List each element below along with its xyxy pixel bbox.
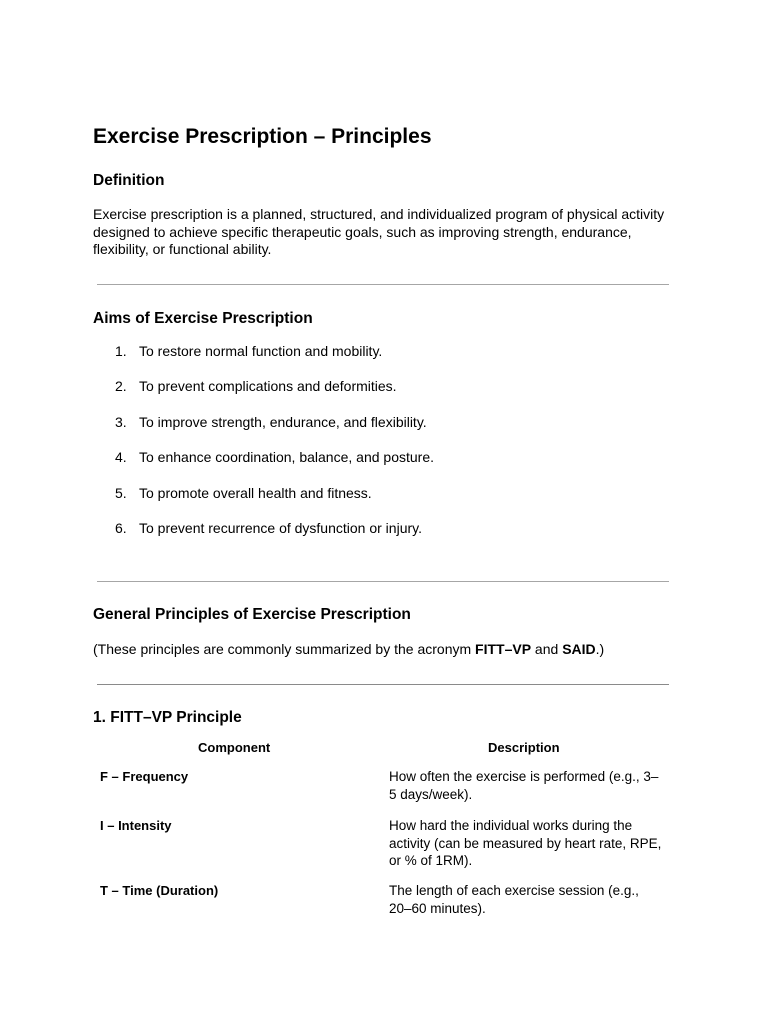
- divider: [97, 581, 669, 582]
- table-cell-component: T – Time (Duration): [100, 883, 219, 898]
- list-item-number: 5.: [115, 484, 127, 501]
- list-item-text: To prevent recurrence of dysfunction or injury.: [139, 519, 422, 536]
- acronym-said: SAID: [562, 641, 596, 657]
- table-cell-description: The length of each exercise session (e.g., 20–60 minutes).: [389, 883, 639, 916]
- fitt-vp-heading: 1. FITT–VP Principle: [93, 709, 242, 726]
- divider: [97, 684, 669, 685]
- note-suffix: .): [595, 641, 605, 657]
- general-principles-note: [93, 641, 604, 659]
- general-principles-heading: General Principles of Exercise Prescription: [93, 606, 411, 623]
- table-row: [93, 768, 673, 817]
- list-item-text: To improve strength, endurance, and flexibility.: [139, 413, 427, 430]
- table-cell-component: I – Intensity: [100, 818, 172, 833]
- list-item-text: To promote overall health and fitness.: [139, 484, 372, 501]
- column-header-component: Component: [198, 740, 271, 755]
- fitt-vp-table: [93, 738, 673, 922]
- column-header-description: Description: [488, 740, 560, 755]
- list-item-number: 6.: [115, 519, 127, 536]
- note-prefix: (These principles are commonly summarized by the acronym: [93, 641, 476, 657]
- table-row: [93, 817, 673, 882]
- list-item-text: To prevent complications and deformities.: [139, 378, 397, 395]
- definition-heading: Definition: [93, 172, 165, 189]
- table-row: [93, 882, 673, 922]
- table-cell-component: F – Frequency: [100, 769, 189, 784]
- list-item-number: 4.: [115, 449, 127, 466]
- definition-text: Exercise prescription is a planned, structured, and individualized program of physical activity designed to achieve specific therapeutic goals, such as improving strength, endurance, flexibility, or functional ability.: [93, 206, 665, 258]
- list-item-number: 3.: [115, 413, 127, 430]
- list-item-text: To restore normal function and mobility.: [139, 343, 383, 359]
- page-title: Exercise Prescription – Principles: [93, 125, 432, 148]
- list-item-number: 2.: [115, 378, 127, 395]
- acronym-fitt-vp: FITT–VP: [475, 641, 532, 657]
- table-header-row: [93, 738, 673, 766]
- aims-heading: Aims of Exercise Prescription: [93, 310, 313, 327]
- table-cell-description: How hard the individual works during the activity (can be measured by heart rate, RPE, or % of 1RM).: [389, 818, 662, 868]
- divider: [97, 284, 669, 285]
- note-mid: and: [531, 641, 563, 657]
- table-cell-description: How often the exercise is performed (e.g., 3–5 days/week).: [389, 769, 659, 802]
- list-item-number: 1.: [115, 343, 127, 359]
- list-item-text: To enhance coordination, balance, and posture.: [139, 449, 434, 466]
